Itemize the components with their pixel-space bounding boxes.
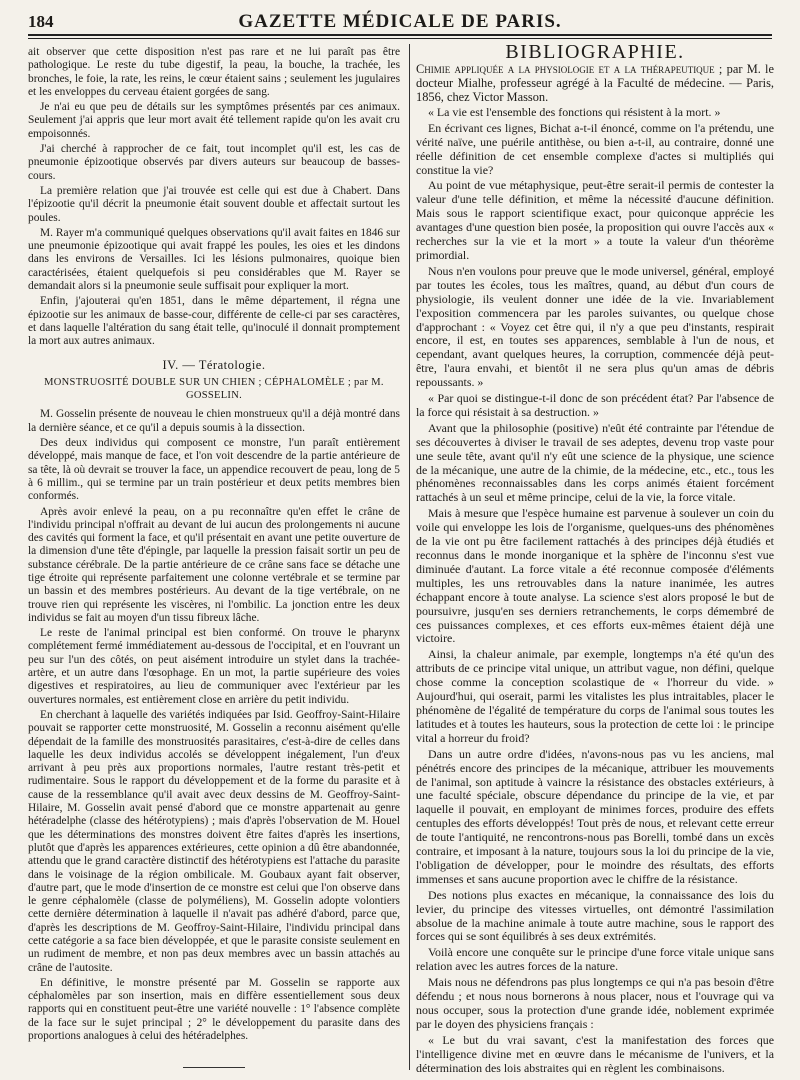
paragraph: Le reste de l'animal principal est bien conformé. On trouve le pharynx complétement fermé immédiatement au-dessous de l'occipital, et en l'ouvrant un peu sur l'un des côtés, on peut aisément introduire un stylet dans la trachée-artère, et un autre dans l'œsophage. En un mot, la partie supérieure des voies digestives et respiratoires, au lieu de communiquer avec l'extérieur par les ouvertures normales, est entièrement close en arrière du petit individu. bbox=[28, 627, 400, 706]
case-title: MONSTRUOSITÉ DOUBLE SUR UN CHIEN ; CÉPHALOMÈLE ; par M. GOSSELIN. bbox=[44, 376, 384, 402]
paragraph: Au point de vue métaphysique, peut-être serait-il permis de contester la valeur d'une telle définition, et même la nécessité d'aucune définition. Mais sous le rapport scientifique exact, pour quiconque apprécie les avantages d'une question bien posée, la proposition qui ouvre l'accès aux « recherches sur la vie et la mort » a toute la valeur d'un théorème primordial. bbox=[416, 178, 774, 262]
header-rule-thin bbox=[28, 38, 772, 39]
end-rule bbox=[183, 1067, 245, 1068]
paragraph: Avant que la philosophie (positive) n'eût été contrainte par l'étendue de ses découvertes à diviser le travail de ses adeptes, devenu trop vaste pour une seule tête, avant qu'il n'y eût une science de la physique, une science de la mécanique, une autre de la chimie, de la médecine, etc., etc., tous les phénomènes reconnaissables dans les corps animés étaient forcément rattachés à un seul et même principe, celui de la vie, la force vitale. bbox=[416, 420, 774, 505]
paragraph: M. Gosselin présente de nouveau le chien monstrueux qu'il a déjà montré dans la dernière séance, et ce qu'il a depuis soumis à la dissection. bbox=[28, 408, 400, 434]
paragraph: Mais à mesure que l'espèce humaine est parvenue à soulever un coin du voile qui enveloppe les lois de l'organisme, quelques-uns des phénomènes de la vie ont pu être facilement rattachés à des principes déjà étudiés et reconnus dans le monde inorganique et la sphère de l'inconnu s'est vue diminuée d'autant. La force vitale a été reconnue composée d'éléments multiples, les uns retrouvables dans la nature inanimée, les autres échappant encore à toute analyse. La science s'est alors proposé le but de poursuivre, jusqu'en ses derniers retranchements, le corps démembré de ces puissances complexes, et ces efforts eux-mêmes étaient déjà une victoire. bbox=[416, 506, 774, 646]
right-column bbox=[416, 41, 774, 1078]
paragraph: Voilà encore une conquête sur le principe d'une force vitale unique sans relation avec les autres forces de la nature. bbox=[416, 945, 774, 974]
paragraph: En écrivant ces lignes, Bichat a-t-il énoncé, comme on l'a prétendu, une vérité naïve, une puérile antithèse, ou bien a-t-il, au contraire, donné une réelle définition de cet ensemble complexe d'actes si multipliés qui constitue la vie? bbox=[416, 120, 774, 177]
paragraph: Dans un autre ordre d'idées, n'avons-nous pas vu les anciens, mal pénétrés encore des principes de la mécanique, attribuer les mouvements de l'animal, son aptitude à vaincre la résistance des obstacles extérieurs, à une faculté spéciale, obscure dépendance du principe de la vie, et par laquelle il pouvait, en employant de minimes forces, produire des effets centuples des efforts développés! Tout près de nous, et relevant cette erreur de toute l'antiquité, ne rencontrons-nous pas Borelli, tombé dans un excès contraire, et imposant à la nature, toujours sous la loi du principe de la vie, l'obligation de développer, pour le moindre des résultats, des efforts immenses et sans aucune proportion avec le chiffre de la résistance. bbox=[416, 746, 774, 886]
paragraph: En cherchant à laquelle des variétés indiquées par Isid. Geoffroy-Saint-Hilaire pouvait se rapporter cette monstruosité, M. Gosselin a reconnu aisément qu'elle dépendait de la famille des monstruosités parasitaires, c'est-à-dire de celles dans laquelle les deux individus accolés se développent inégalement, l'un d'eux arrivant à peu près aux proportions normales, l'autre restant très-petit et rudimentaire. Sous le rapport du développement et de la forme du parasite et à cause de la ressemblance qu'il avait avec deux dessins de M. Geoffroy-Saint-Hilaire, M. Gosselin avait pensé d'abord que ce monstre appartenait au genre hétéradelphe (classe des hétérotypiens) ; mais d'après l'observation de M. Houel que les déterminations des monstres doivent être faites d'après les insertions, plutôt que d'après les apparences extérieures, cette opinion a dû être abandonnée, attendu que le grand caractère distinctif des hétérotypiens est l'attache du parasite dans le voisinage de la région ombilicale. M. Goubaux ayant fait observer, d'autre part, que le mode d'insertion de ce monstre est celui que l'on observe dans le genre céphalomèle (classe de polyméliens), M. Gosselin adopte volontiers cette dernière détermination à laquelle il n'avait pas adhéré d'abord, parce que, d'après les descriptions de M. Geoffroy-Saint-Hilaire, l'individu principal dans cette catégorie a sa face bien développée, et que le parasite consiste seulement en un rudiment de membre, et non pas deux membres avec un bassin attachés au crâne de l'autosite. bbox=[28, 708, 400, 974]
header-rule bbox=[28, 34, 772, 36]
paragraph: Enfin, j'ajouterai qu'en 1851, dans le même département, il régna une épizootie sur les animaux de basse-cour, différente de celle-ci par ses caractères, et dans laquelle l'altération du sang était telle, qu'inoculé il donnait promptement la mort aux autres animaux. bbox=[28, 295, 400, 348]
column-divider bbox=[409, 44, 410, 1070]
paragraph: « La vie est l'ensemble des fonctions qui résistent à la mort. » bbox=[428, 104, 721, 119]
paragraph: La première relation que j'ai trouvée est celle qui est due à Chabert. Dans l'épizootie qu'il décrit la pneumonie était souvent double et affectait surtout les poules. bbox=[28, 184, 400, 224]
left-column bbox=[28, 46, 400, 1068]
paragraph: Des notions plus exactes en mécanique, la connaissance des lois du levier, du principe des vitesses virtuelles, ont démontré l'assimilation absolue de la machine animale à toute autre machine, sous le rapport des forces qui se sont équilibrés à ses deux extrémités. bbox=[416, 887, 774, 944]
paragraph: « Le but du vrai savant, c'est la manifestation des forces que l'intelligence divine met en œuvre dans le mécanisme de l'univers, et la détermination des lois abstraites qui en règlent les combinaisons. bbox=[416, 1032, 774, 1075]
journal-title: GAZETTE MÉDICALE DE PARIS. bbox=[238, 11, 562, 32]
page-header bbox=[28, 10, 772, 36]
paragraph: ait observer que cette disposition n'est pas rare et ne lui paraît pas être pathologique. Le reste du tube digestif, la peau, la bouche, la trachée, les bronches, le foie, la rate, les reins, le cœur étaient sains ; seulement les jugulaires et les enveloppes du cerveau étaient gorgées de sang. bbox=[28, 46, 400, 98]
paragraph: J'ai cherché à rapprocher de ce fait, tout incomplet qu'il est, les cas de pneumonie épizootique observés par divers auteurs sur beaucoup de basses-cours. bbox=[28, 143, 400, 182]
section-title-bibliographie: BIBLIOGRAPHIE. bbox=[505, 41, 685, 63]
paragraph: Nous n'en voulons pour preuve que le mode universel, général, employé par toutes les écoles, tous les maîtres, quand, au début d'un cours de physiologie, ils veulent donner une idée de la vie. Invariablement l'exposition commencera par les paroles suivantes, ou quelque chose d'approchant : « Voyez cet être qui, il n'y a que peu d'instants, respirait encore, il est, en toutes ses apparences, semblable à l'un de nous, et cependant, avant quelques heures, la corruption, commencée déjà peut-être, l'aura envahi, et bientôt il ne sera plus qu'un amas de débris repoussants. » bbox=[416, 263, 774, 390]
section-title-teratologie: IV. — Tératologie. bbox=[162, 357, 266, 372]
book-reference bbox=[416, 62, 774, 104]
paragraph: Je n'ai eu que peu de détails sur les symptômes présentés par ces animaux. Seulement j'ai appris que leur mort avait été tellement rapide qu'on les avait cru empoisonnés. bbox=[28, 101, 400, 140]
paragraph: Mais nous ne défendrons pas plus longtemps ce qui n'a pas besoin d'être défendu ; et nous nous bornerons à nous placer, nous et l'ouvrage qui va nous occuper, sous la protection d'une grande idée, noblement exprimée par le doyen des physiciens français : bbox=[416, 975, 774, 1031]
page-number: 184 bbox=[28, 12, 54, 31]
paragraph: Ainsi, la chaleur animale, par exemple, longtemps n'a été qu'un des attributs de ce principe vital unique, un attribut vague, non défini, quelque chose comme la conception scolastique de « l'horreur du vide. » Aujourd'hui, qui oserait, parmi les vitalistes les plus intraitables, placer le phénomène de l'égalité de température du corps de l'animal sous toutes les latitudes et à toutes les hauteurs, sous la protection de cette loi : le principe vital a horreur du froid? bbox=[416, 647, 774, 745]
paragraph: « Par quoi se distingue-t-il donc de son précédent état? Par l'absence de la force qui résistait à sa destruction. » bbox=[416, 391, 774, 419]
paragraph: En définitive, le monstre présenté par M. Gosselin se rapporte aux céphalomèles par son insertion, mais en diffère essentiellement sous deux rapports qui en constituent peut-être une variété nouvelle : 1° l'absence complète de la face sur le sujet principal ; 2° le développement du parasite dans des proportions analogues à celui des hétéradelphes. bbox=[28, 976, 400, 1043]
paragraph: M. Rayer m'a communiqué quelques observations qu'il avait faites en 1846 sur une pneumonie épizootique qui avait frappé les poules, les oies et les dindons dans les environs de Versailles. Ici les lésions pulmonaires, quoique bien caractérisées, étaient quelquefois si peu considérables que M. Rayer se demandait alors si la pneumonie seule suffisait pour expliquer la mort. bbox=[28, 226, 400, 293]
paragraph: Après avoir enlevé la peau, on a pu reconnaître qu'en effet le crâne de l'individu principal n'offrait au devant de lui aucun des prolongements ni aucune des cavités qui forment la face, et qu'il présentait en avant une petite ouverture de la dimension d'une tête d'épingle, par laquelle la pression faisait sortir un peu de substance cérébrale. De la partie antérieure de ce crâne sans face se détache une tige étroite qui représente parfaitement une colonne vertébrale et se termine par un bassin et des membres postérieurs. Au devant de la tige vertébrale, on ne trouve rien qui représente les viscères, ni l'ombilic. La jonction entre les deux individus se fait au moyen d'un tissu fibreux lâche. bbox=[28, 505, 400, 624]
book-author: par M. le docteur Mialhe, professeur agrégé à la Faculté de médecine. — Paris, 1856, chez Victor Masson. bbox=[416, 61, 774, 104]
paragraph: Des deux individus qui composent ce monstre, l'un paraît entièrement développé, mais manque de face, et l'on voit descendre de la partie antérieure de sa tête, là où devrait se trouver la face, un appendice recouvert de peau, long de 5 à 6 millim., qui se termine par un train postérieur et deux petits membres bien conformés. bbox=[28, 437, 400, 503]
book-title: Chimie appliquée a la physiologie et a la thérapeutique ; bbox=[416, 61, 723, 76]
